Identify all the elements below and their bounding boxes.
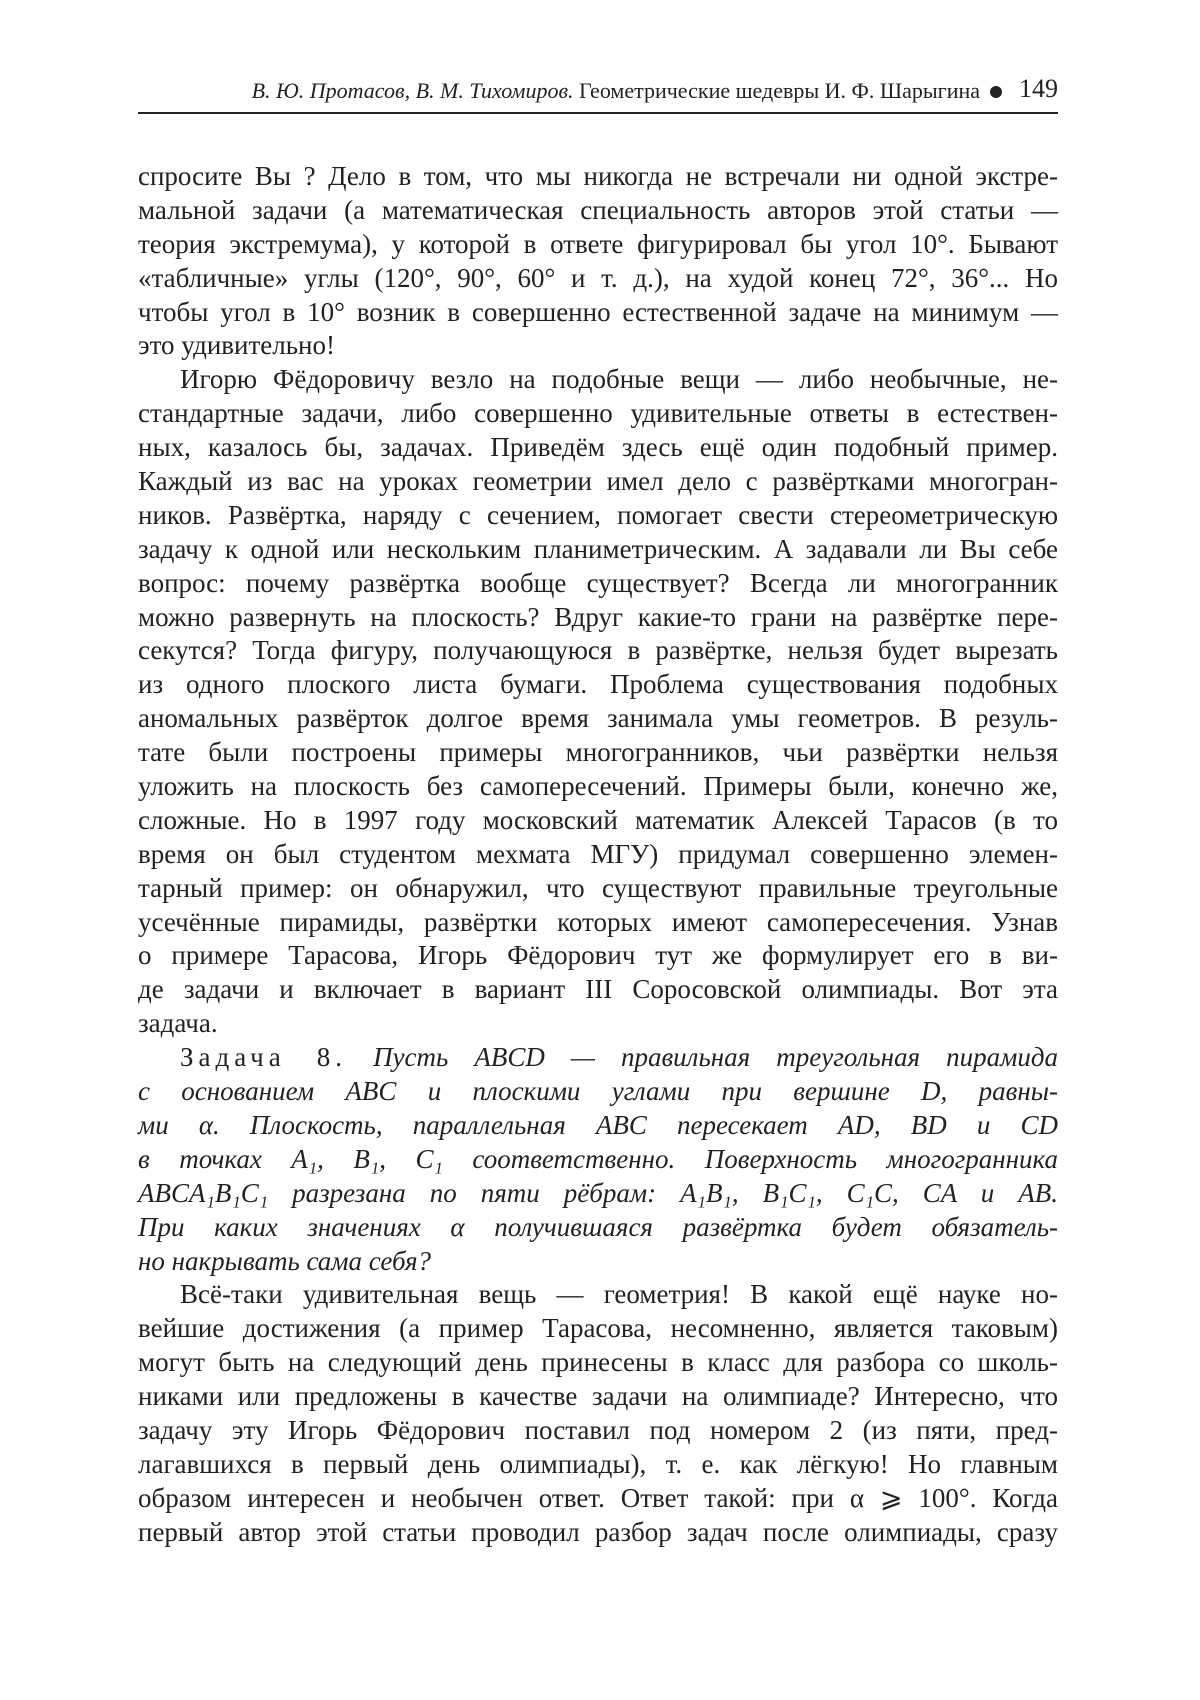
text-line: первый автор этой статьи проводил разбор задач после олимпиады, сразу [138,1516,1058,1547]
text-line: могут быть на следующий день принесены в класс для разбора со школь- [138,1347,1058,1378]
text-line: Каждый из вас на уроках геометрии имел дело с развёртками многогран- [138,466,1058,497]
header-authors: В. Ю. Протасов, В. М. Тихомиров. [251,78,574,103]
running-header [138,72,1058,114]
text-line: вопрос: почему развёртка вообще существует? Всегда ли многогранник [138,567,1058,598]
paragraph-3 [138,1278,1058,1549]
page-number: 149 [1019,74,1058,103]
text-line: спросите Вы ? Дело в том, что мы никогда не встречали ни одной экстре- [138,161,1058,191]
problem-label: Задача 8. [180,1042,348,1073]
problem-line: с основанием ABC и плоскими углами при вершине D, равны- [138,1076,1058,1107]
text-line: вейшие достижения (а пример Тарасова, несомненно, является таковым) [138,1313,1058,1344]
text-line: ных, казалось бы, задачах. Приведём здесь ещё один подобный пример. [138,432,1058,463]
text-line: образом интересен и необычен ответ. Ответ такой: при α ⩾ 100°. Когда [138,1482,1058,1513]
problem-8 [138,1041,1058,1278]
header-text [252,78,980,104]
text-line: мальной задачи (а математическая специальность авторов этой статьи — [138,194,1058,225]
text-line: время он был студентом мехмата МГУ) придумал совершенно элемен- [138,838,1058,869]
text-line: можно развернуть на плоскость? Вдруг какие-то грани на развёртке пере- [138,601,1058,632]
text-line: никами или предложены в качестве задачи на олимпиаде? Интересно, что [138,1381,1058,1412]
text-line: о примере Тарасова, Игорь Фёдорович тут же формулирует его в ви- [138,940,1058,971]
text-line: уложить на плоскость без самопересечений. Примеры были, конечно же, [138,771,1058,802]
text-line: «табличные» углы (120°, 90°, 60° и т. д.), на худой конец 72°, 36°... Но [138,262,1058,293]
text-line: теория экстремума), у которой в ответе фигурировал бы угол 10°. Бывают [138,228,1058,259]
text-line: из одного плоского листа бумаги. Проблема существования подобных [138,669,1058,700]
problem-line: ми α. Плоскость, параллельная ABC пересекает AD, BD и CD [138,1109,1058,1140]
paragraph-1 [138,160,1058,363]
text-line: стандартные задачи, либо совершенно удивительные ответы в естествен- [138,398,1058,429]
problem-first-line [138,1041,1058,1075]
text-line: задача. [138,1008,218,1039]
problem-line: в точках A₁, B₁, C₁ соответственно. Поверхность многогранника [138,1143,1058,1174]
text-line: секутся? Тогда фигуру, получающуюся в развёртке, нельзя будет вырезать [138,635,1058,666]
problem-line: но накрывать сама себя? [138,1245,432,1276]
text-line: это удивительно! [138,330,335,361]
bullet-icon [990,86,1002,98]
text-line: де задачи и включает в вариант III Соросовской олимпиады. Вот эта [138,974,1058,1005]
text-line: чтобы угол в 10° возник в совершенно естественной задаче на минимум — [138,296,1058,327]
text-line: Всё-таки удивительная вещь — геометрия! В какой ещё науке но- [180,1279,1058,1310]
page-body [138,160,1058,1550]
text-line: аномальных развёрток долгое время занимала умы геометров. В резуль- [138,703,1058,734]
text-line: задачу к одной или нескольким планиметрическим. А задавали ли Вы себе [138,533,1058,564]
text-line: ников. Развёртка, наряду с сечением, помогает свести стереометрическую [138,499,1058,530]
problem-statement-start: Пусть ABCD — правильная треугольная пирамида [373,1042,1058,1073]
header-title: Геометрические шедевры И. Ф. Шарыгина [579,78,980,103]
text-line: Игорю Фёдоровичу везло на подобные вещи — либо необычные, не- [180,364,1058,395]
text-line: лагавшихся в первый день олимпиады), т. е. как лёгкую! Но главным [138,1448,1058,1479]
text-line: тате были построены примеры многогранников, чьи развёртки нельзя [138,737,1058,768]
text-line: задачу эту Игорь Фёдорович поставил под номером 2 (из пяти, пред- [138,1414,1058,1445]
text-line: усечённые пирамиды, развёртки которых имеют самопересечения. Узнав [138,906,1058,937]
text-line: сложные. Но в 1997 году московский математик Алексей Тарасов (в то [138,804,1058,835]
paragraph-2 [138,363,1058,1041]
text-line: тарный пример: он обнаружил, что существуют правильные треугольные [138,872,1058,903]
problem-line: При каких значениях α получившаяся развёртка будет обязатель- [138,1211,1058,1242]
problem-line: ABCA₁B₁C₁ разрезана по пяти рёбрам: A₁B₁, B₁C₁, C₁C, CA и AB. [138,1177,1058,1208]
